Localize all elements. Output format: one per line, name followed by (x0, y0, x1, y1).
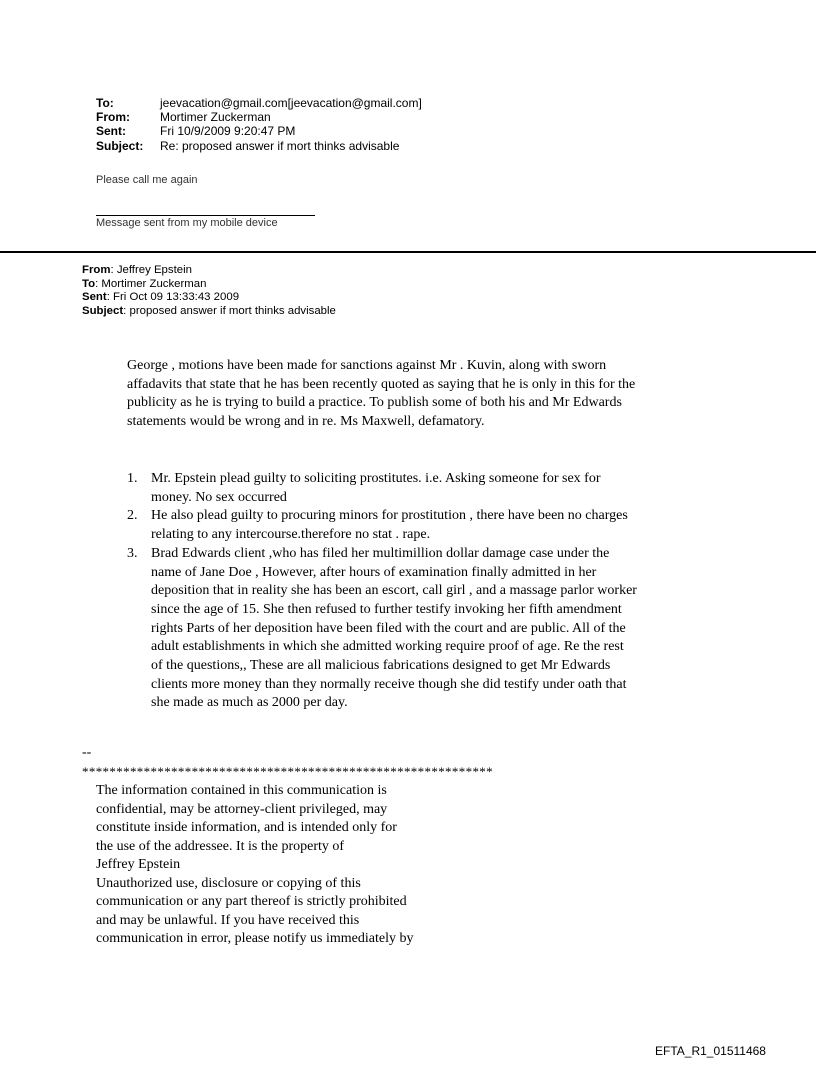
paragraph-line: publicity as he is trying to build a practice. To publish some of both his and Mr Edwards (127, 395, 622, 411)
from-value: Mortimer Zuckerman (160, 110, 271, 125)
list-line: adult establishments in which she admitted working require proof of age. Re the rest (151, 639, 624, 655)
document-id: EFTA_R1_01511468 (655, 1044, 766, 1058)
list-number: 1. (127, 471, 138, 486)
disclaimer-line: confidential, may be attorney-client privileged, may (96, 801, 388, 817)
list-number: 2. (127, 508, 138, 524)
to-label: To: (96, 96, 114, 110)
signature-dashes: -- (82, 745, 92, 760)
to-value: jeevacation@gmail.com[jeevacation@gmail.com] (160, 96, 422, 110)
list-line: deposition that in reality she has been an escort, call girl , and a massage parlor worker (151, 583, 637, 599)
disclaimer-line: The information contained in this communication is (96, 783, 387, 798)
sent-value: Fri 10/9/2009 9:20:47 PM (160, 124, 296, 139)
original-subject-value: : proposed answer if mort thinks advisable (123, 304, 336, 317)
list-line: rights Parts of her deposition have been filed with the court and are public. All of the (151, 620, 626, 636)
body-paragraph (127, 357, 727, 432)
original-sent-value: : Fri Oct 09 13:33:43 2009 (106, 291, 240, 304)
original-from-label: From (82, 264, 111, 276)
original-sent-label: Sent (82, 291, 107, 304)
from-label: From: (96, 110, 130, 125)
reply-body: Please call me again (96, 174, 198, 186)
original-subject-row (82, 305, 336, 319)
disclaimer-line: Jeffrey Epstein (96, 857, 181, 872)
disclaimer-line: Unauthorized use, disclosure or copying of this (96, 875, 361, 891)
header-to-row (96, 96, 422, 110)
paragraph-line: affadavits that state that he has been recently quoted as saying that he is only in this for the (127, 376, 636, 392)
original-sent-row (82, 291, 336, 305)
list-line: clients more money than they normally receive though she did testify under oath that (151, 676, 627, 692)
list-line: she made as much as 2000 per day. (151, 695, 348, 711)
original-to-label: To (82, 277, 96, 290)
original-to-row (82, 278, 336, 292)
disclaimer-line: and may be unlawful. If you have received this (96, 912, 360, 928)
sent-label: Sent: (96, 124, 126, 139)
header-subject-row (96, 139, 422, 153)
original-from-row (82, 264, 336, 278)
paragraph-line: George , motions have been made for sanctions against Mr . Kuvin, along with sworn (127, 358, 607, 373)
numbered-list (127, 470, 747, 713)
disclaimer-line: constitute inside information, and is intended only for (96, 820, 397, 835)
list-item (127, 545, 747, 713)
signature-divider (96, 215, 315, 216)
list-line: He also plead guilty to procuring minors for prostitution , there have been no charges (151, 508, 628, 524)
original-to-value: : Mortimer Zuckerman (95, 277, 207, 290)
original-from-value: : Jeffrey Epstein (110, 264, 192, 276)
list-line: of the questions,, These are all malicious fabrications designed to get Mr Edwards (151, 658, 611, 674)
confidentiality-disclaimer (96, 782, 413, 949)
header-sent-row (96, 124, 422, 138)
list-item (127, 470, 747, 507)
list-line: Mr. Epstein plead guilty to soliciting prostitutes. i.e. Asking someone for sex for (151, 471, 601, 486)
subject-value: Re: proposed answer if mort thinks advisable (160, 138, 400, 153)
message-divider (0, 251, 816, 253)
list-number: 3. (127, 545, 138, 561)
disclaimer-line: communication in error, please notify us immediately by (96, 931, 414, 946)
paragraph-line: statements would be wrong and in re. Ms Maxwell, defamatory. (127, 414, 485, 430)
list-line: relating to any intercourse.therefore no stat . rape. (151, 527, 431, 543)
original-subject-label: Subject (82, 304, 124, 317)
email-header (96, 96, 422, 153)
header-from-row (96, 110, 422, 124)
list-line: since the age of 15. She then refused to further testify invoking her fifth amendment (151, 601, 622, 617)
disclaimer-line: the use of the addressee. It is the property of (96, 838, 345, 854)
list-line: name of Jane Doe , However, after hours of examination finally admitted in her (151, 564, 597, 580)
mobile-signature: Message sent from my mobile device (96, 217, 278, 229)
original-message-header (82, 264, 336, 318)
list-item (127, 507, 747, 544)
list-line: money. No sex occurred (151, 489, 287, 505)
disclaimer-line: communication or any part thereof is strictly prohibited (96, 894, 407, 909)
stars-separator: ************************************************************ (82, 764, 493, 779)
subject-label: Subject: (96, 138, 144, 153)
list-line: Brad Edwards client ,who has filed her multimillion dollar damage case under the (151, 545, 610, 561)
